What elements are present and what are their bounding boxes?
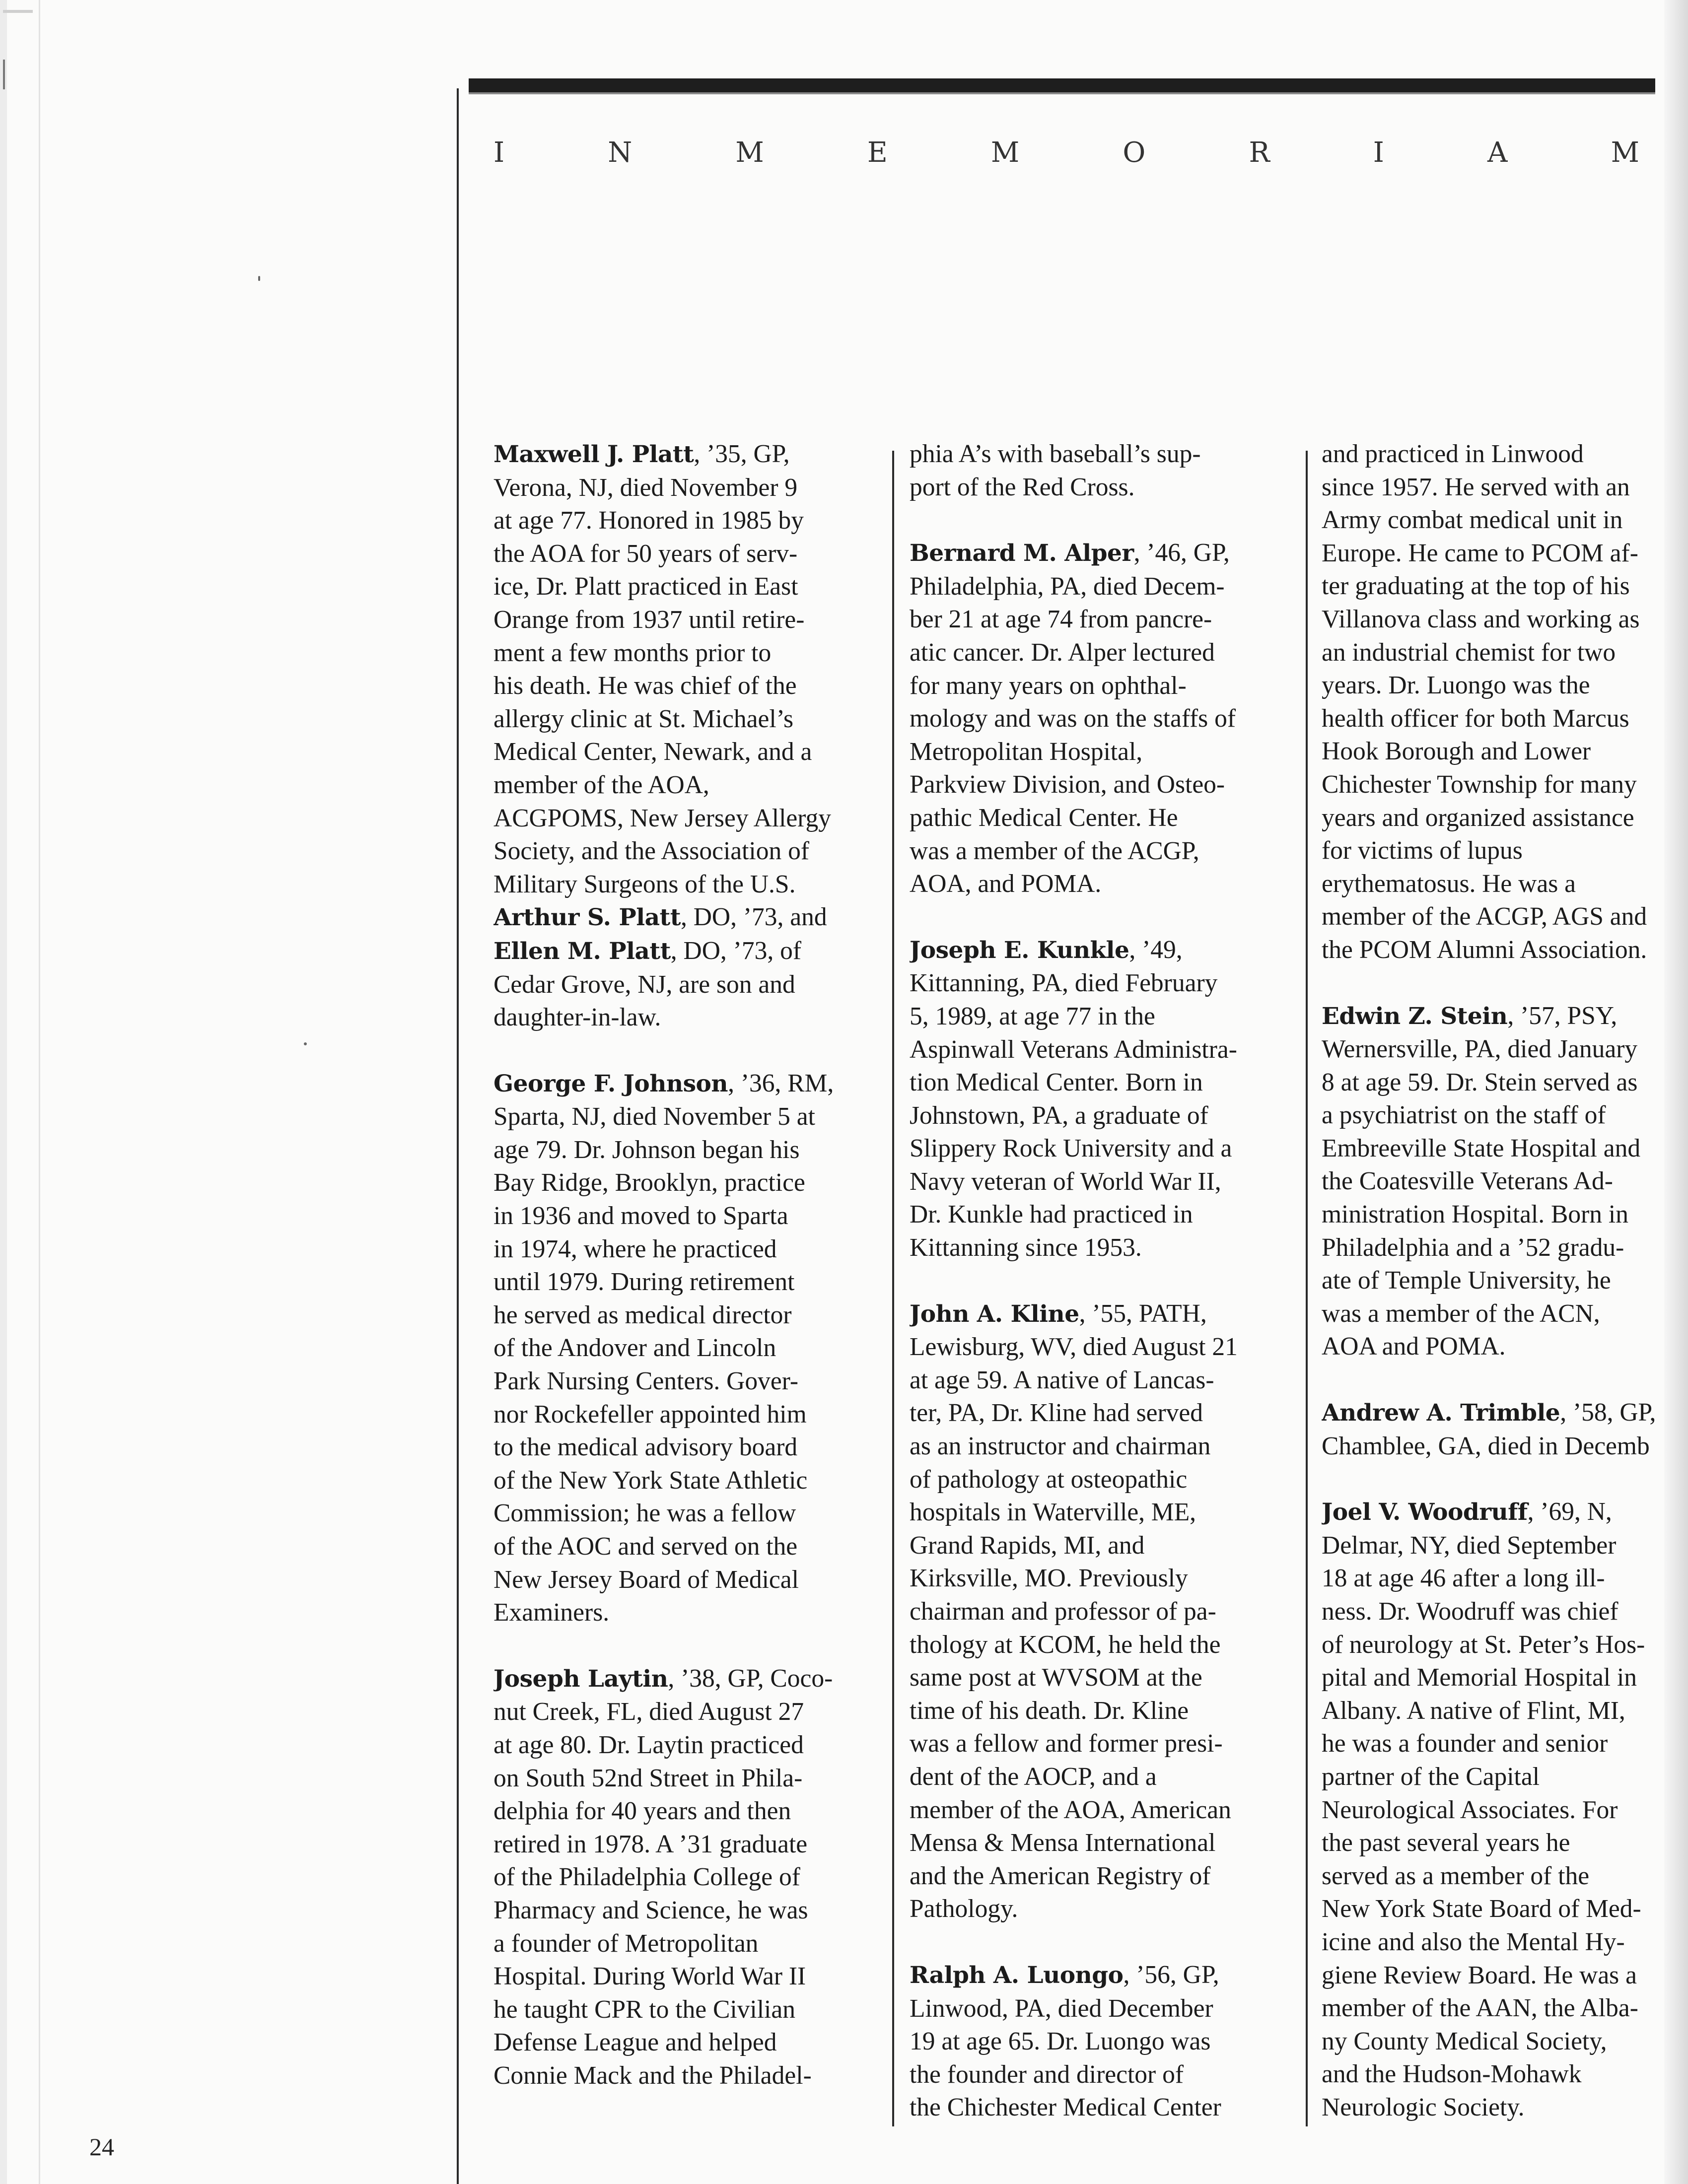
obituary-name: George F. Johnson [493,1070,728,1097]
obituary-name: Edwin Z. Stein [1322,1002,1508,1030]
obituary-entry [910,537,1277,901]
heading-letter: I [1373,136,1385,169]
scan-speck [304,1042,307,1045]
text-column-3 [1322,438,1679,2135]
heading-letter: R [1249,136,1271,169]
obituary-entry [493,438,871,1034]
obituary-name: Maxwell J. Platt [493,441,694,468]
heading-letter: M [1611,136,1640,169]
obituary-text: , ’57, PSY, Wernersville, PA, died January 8 at age 59. Dr. Stein served as a psychiatrist on the staff of Embreeville State Hospital and the Coatesville Veterans Ad- ministration Hospital. Born in Philadelphia and a ’52 gradu- ate of Temple University, he was a member of the ACN, AOA and POMA. [1322,1001,1641,1361]
obituary-name: Ellen M. Platt [493,937,671,965]
obituary-text: , DO, ’73, and [680,903,827,932]
obituary-entry [1322,1496,1679,2124]
obituary-text: , ’38, GP, Coco- nut Creek, FL, died August 27 at age 80. Dr. Laytin practiced on South 52nd Street in Phila- delphia for 40 years and then retired in 1978. A ’31 graduate of the Philadelphia College of Pharmacy and Science, he was a founder of Metropolitan Hospital. During World War II he taught CPR to the Civilian Defense League and helped Connie Mack and the Philadel- [493,1664,833,2090]
page-frame-line [457,88,459,2184]
scan-mark [3,60,5,89]
heading-letter: I [493,136,506,169]
obituary-text: , DO, ’73, of Cedar Grove, NJ, are son and daughter-in-law. [493,936,801,1032]
obituary-text: , ’36, RM, Sparta, NJ, died November 5 at age 79. Dr. Johnson began his Bay Ridge, Brooklyn, practice in 1936 and moved to Sparta in 1974, where he practiced until 1979. During retirement he served as medical director of the Andover and Lincoln Park Nursing Centers. Gover- nor Rockefeller appointed him to the medical advisory board of the New York State Athletic Commission; he was a fellow of the AOC and served on the New Jersey Board of Medical Examiners. [493,1069,834,1627]
scan-mark [3,10,33,13]
obituary-name: Joseph Laytin [493,1665,668,1693]
obituary-continuation: phia A’s with baseball’s sup- port of the Red Cross. [910,440,1201,501]
obituary-entry [910,1297,1277,1926]
column-divider [892,451,894,2126]
obituary-name: Joseph E. Kunkle [910,936,1129,964]
heading-letter: N [608,136,633,169]
obituary-name: Arthur S. Platt [493,904,681,932]
heading-letter: A [1487,136,1509,169]
header-rule [469,78,1655,94]
obituary-name: Andrew A. Trimble [1322,1399,1560,1427]
scan-speck [258,276,260,281]
obituary-name: John A. Kline [910,1300,1079,1328]
page-number: 24 [89,2133,114,2161]
obituary-text: , ’58, GP, Chamblee, GA, died in Decemb [1322,1398,1656,1460]
heading-letter: M [990,136,1021,169]
obituary-entry [910,1959,1277,2124]
obituary-name: Bernard M. Alper [910,540,1134,567]
obituary-entry [1322,1396,1679,1463]
text-column-2 [910,438,1277,2135]
obituary-entry [910,934,1277,1265]
obituary-entry [493,1662,871,2093]
obituary-text: , ’49, Kittanning, PA, died February 5, 1989, at age 77 in the Aspinwall Veterans Administra- tion Medical Center. Born in Johnstown, PA, a graduate of Slippery Rock University and a Navy veteran of World War II, Dr. Kunkle had practiced in Kittanning since 1953. [910,935,1237,1262]
scan-edge-line [39,0,40,2184]
obituary-text: , ’46, GP, Philadelphia, PA, died Decem- ber 21 at age 74 from pancre- atic cancer. Dr. Alper lectured for many years on ophthal- mology and was on the staffs of Metropolitan Hospital, Parkview Division, and Osteo- pathic Medical Center. He was a member of the ACGP, AOA, and POMA. [910,539,1236,898]
column-divider [1306,451,1308,2126]
heading-letter: M [735,136,765,169]
obituary-text: , ’56, GP, Linwood, PA, died December 19 at age 65. Dr. Luongo was the founder and director of the Chichester Medical Center [910,1960,1221,2122]
heading-letter: E [867,136,889,169]
heading-letter: O [1123,136,1147,169]
obituary-continuation: and practiced in Linwood since 1957. He served with an Army combat medical unit in Europe. He came to PCOM af- ter graduating at the top of his Villanova class and working as an industrial chemist for two years. Dr. Luongo was the health officer for both Marcus Hook Borough and Lower Chichester Township for many years and organized assistance for victims of lupus erythematosus. He was a member of the ACGP, AGS and the PCOM Alumni Association. [1322,440,1647,964]
obituary-text: , ’55, PATH, Lewisburg, WV, died August 21 at age 59. A native of Lancas- ter, PA, Dr. Kline had served as an instructor and chairman of pathology at osteopathic hospitals in Waterville, ME, Grand Rapids, MI, and Kirksville, MO. Previously chairman and professor of pa- thology at KCOM, he held the same post at WVSOM at the time of his death. Dr. Kline was a fellow and former presi- dent of the AOCP, and a member of the AOA, American Mensa & Mensa International and the American Registry of Pathology. [910,1299,1238,1923]
obituary-text: , ’35, GP, Verona, NJ, died November 9 at age 77. Honored in 1985 by the AOA for 50 years of serv- ice, Dr. Platt practiced in East Orange from 1937 until retire- ment a few months prior to his death. He was chief of the allergy clinic at St. Michael’s Medical Center, Newark, and a member of the AOA, ACGPOMS, New Jersey Allergy Society, and the Association of Military Surgeons of the U.S. [493,440,831,898]
obituary-text: , ’69, N, Delmar, NY, died September 18 at age 46 after a long ill- ness. Dr. Woodruff was chief of neurology at St. Peter’s Hos- pital and Memorial Hospital in Albany. A native of Flint, MI, he was a founder and senior partner of the Capital Neurological Associates. For the past several years he served as a member of the New York State Board of Med- icine and also the Mental Hy- giene Review Board. He was a member of the AAN, the Alba- ny County Medical Society, and the Hudson-Mohawk Neurologic Society. [1322,1498,1645,2121]
scan-edge [0,0,7,2184]
obituary-entry [1322,1000,1679,1364]
section-heading [469,130,1655,175]
obituary-entry [493,1067,871,1630]
obituary-name: Ralph A. Luongo [910,1961,1124,1989]
obituary-name: Joel V. Woodruff [1322,1499,1528,1526]
text-column-1 [493,438,871,2135]
